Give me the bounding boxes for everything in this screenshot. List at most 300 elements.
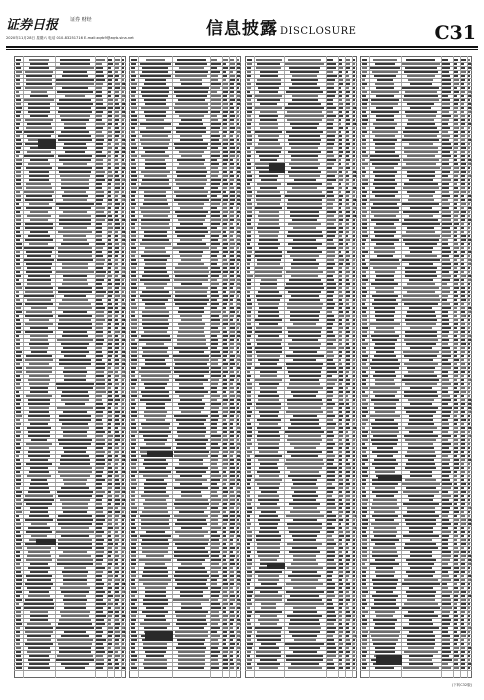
table-cell-text xyxy=(29,411,49,413)
table-cell-text xyxy=(346,263,350,265)
table-cell-text xyxy=(408,79,433,81)
table-cell-text xyxy=(353,331,355,333)
table-cell-text xyxy=(223,199,228,201)
table-cell-text xyxy=(122,283,124,285)
table-cell-text xyxy=(30,563,49,565)
table-cell-text xyxy=(408,119,434,121)
table-cell-text xyxy=(237,123,239,125)
table-cell-text xyxy=(290,379,319,381)
table-cell-text xyxy=(454,515,457,517)
table-cell-text xyxy=(122,119,124,121)
table-cell-text xyxy=(370,263,399,265)
table-cell-text xyxy=(339,547,343,549)
table-cell-text xyxy=(461,303,464,305)
table-cell-text xyxy=(30,95,48,97)
table-merged-cell xyxy=(147,451,173,457)
table-cell-text xyxy=(96,259,105,261)
table-cell-text xyxy=(96,159,103,161)
table-cell-text xyxy=(16,363,20,365)
table-cell-text xyxy=(461,495,464,497)
table-cell-text xyxy=(108,251,112,253)
table-cell-text xyxy=(339,187,343,189)
table-cell-text xyxy=(461,643,464,645)
table-cell-text xyxy=(362,291,367,293)
table-cell-text xyxy=(180,207,203,209)
table-cell-text xyxy=(237,355,239,357)
table-cell-text xyxy=(223,203,227,205)
table-cell-text xyxy=(26,183,51,185)
table-cell-text xyxy=(115,207,119,209)
table-cell-text xyxy=(60,587,90,589)
table-cell-text xyxy=(96,435,103,437)
table-cell-text xyxy=(174,575,209,577)
table-cell-text xyxy=(30,327,48,329)
table-cell-text xyxy=(353,203,355,205)
table-cell-text xyxy=(122,615,125,617)
table-cell-text xyxy=(454,103,458,105)
table-cell-text xyxy=(237,647,239,649)
table-cell-text xyxy=(442,615,449,617)
table-cell-text xyxy=(468,515,470,517)
table-cell-text xyxy=(286,271,323,273)
table-cell-text xyxy=(30,423,48,425)
table-cell-text xyxy=(96,295,104,297)
table-cell-text xyxy=(461,639,464,641)
table-cell-text xyxy=(96,607,103,609)
table-cell-text xyxy=(230,287,233,289)
table-cell-text xyxy=(28,595,49,597)
table-cell-text xyxy=(61,615,89,617)
table-cell-text xyxy=(57,491,94,493)
table-cell-text xyxy=(362,475,368,477)
table-cell-text xyxy=(108,355,112,357)
table-cell-text xyxy=(339,211,343,213)
table-cell-text xyxy=(62,195,88,197)
table-cell-text xyxy=(454,239,457,241)
table-cell-text xyxy=(131,131,135,133)
table-cell-text xyxy=(230,583,234,585)
table-cell-text xyxy=(454,583,457,585)
table-cell-text xyxy=(230,383,233,385)
table-cell-text xyxy=(410,207,432,209)
table-cell-text xyxy=(403,239,439,241)
table-cell-text xyxy=(461,531,465,533)
table-cell-text xyxy=(223,619,226,621)
table-cell-text xyxy=(122,591,125,593)
table-cell-text xyxy=(461,615,464,617)
table-cell-text xyxy=(144,627,167,629)
table-cell-text xyxy=(143,643,167,645)
table-cell-text xyxy=(230,311,235,313)
table-cell-text xyxy=(346,111,350,113)
table-cell-text xyxy=(237,475,239,477)
table-cell-text xyxy=(26,83,52,85)
table-cell-text xyxy=(59,443,90,445)
table-cell-text xyxy=(141,379,169,381)
table-cell-text xyxy=(247,479,252,481)
table-cell-text xyxy=(122,275,125,277)
table-cell-text xyxy=(362,487,366,489)
table-cell-text xyxy=(327,563,336,565)
table-cell-text xyxy=(115,339,119,341)
table-cell-text xyxy=(96,303,103,305)
table-cell-text xyxy=(61,399,89,401)
table-cell-text xyxy=(288,475,321,477)
table-cell-text xyxy=(353,227,355,229)
table-cell-text xyxy=(327,527,335,529)
table-cell-text xyxy=(25,287,53,289)
table-cell-text xyxy=(286,131,323,133)
table-cell-text xyxy=(327,435,334,437)
table-cell-text xyxy=(286,459,323,461)
table-cell-text xyxy=(115,151,119,153)
table-cell-text xyxy=(223,495,227,497)
table-cell-text xyxy=(230,59,233,61)
table-cell-text xyxy=(327,611,335,613)
table-cell-text xyxy=(247,435,253,437)
table-cell-text xyxy=(131,619,136,621)
table-cell-text xyxy=(211,207,217,209)
table-cell-text xyxy=(353,251,356,253)
table-cell-text xyxy=(146,655,164,657)
table-cell-text xyxy=(16,451,20,453)
table-cell-text xyxy=(25,199,54,201)
table-cell-text xyxy=(362,255,365,257)
table-merged-cell xyxy=(267,563,285,569)
table-cell-text xyxy=(247,311,251,313)
table-cell-text xyxy=(175,479,207,481)
table-cell-text xyxy=(96,135,104,137)
table-cell-text xyxy=(230,507,234,509)
table-cell-text xyxy=(211,295,219,297)
table-cell-text xyxy=(339,423,342,425)
table-cell-text xyxy=(115,103,119,105)
table-cell-text xyxy=(108,423,111,425)
table-cell-text xyxy=(339,271,342,273)
table-cell-text xyxy=(115,279,120,281)
table-cell-text xyxy=(108,95,111,97)
table-cell-text xyxy=(468,99,471,101)
table-cell-text xyxy=(122,607,124,609)
table-cell-text xyxy=(247,499,252,501)
table-cell-text xyxy=(31,523,48,525)
table-cell-text xyxy=(223,247,227,249)
table-cell-text xyxy=(230,547,234,549)
table-cell-text xyxy=(454,207,458,209)
table-cell-text xyxy=(108,371,113,373)
table-cell-text xyxy=(339,439,342,441)
table-cell-text xyxy=(405,267,437,269)
table-cell-text xyxy=(223,567,227,569)
table-cell-text xyxy=(61,635,89,637)
table-cell-text xyxy=(131,543,135,545)
table-cell-text xyxy=(108,155,111,157)
table-cell-text xyxy=(327,619,336,621)
table-cell-text xyxy=(122,631,125,633)
table-cell-text xyxy=(362,543,367,545)
table-cell-text xyxy=(362,551,367,553)
table-cell-text xyxy=(115,183,120,185)
table-cell-text xyxy=(96,451,105,453)
table-cell-text xyxy=(454,591,459,593)
table-cell-text xyxy=(115,663,119,665)
table-cell-text xyxy=(230,347,234,349)
table-cell-text xyxy=(353,347,356,349)
table-cell-text xyxy=(223,275,227,277)
table-cell-text xyxy=(58,439,93,441)
table-cell-text xyxy=(353,291,355,293)
table-cell-text xyxy=(223,523,227,525)
table-cell-text xyxy=(115,583,119,585)
table-cell-text xyxy=(211,203,220,205)
table-cell-text xyxy=(96,511,103,513)
table-cell-text xyxy=(407,155,435,157)
table-cell-text xyxy=(454,91,459,93)
table-cell-text xyxy=(409,631,433,633)
table-cell-text xyxy=(353,403,355,405)
table-cell-text xyxy=(29,67,49,69)
table-cell-text xyxy=(122,435,124,437)
table-cell-text xyxy=(131,607,137,609)
table-cell-text xyxy=(372,359,397,361)
table-cell-text xyxy=(223,627,227,629)
table-cell-text xyxy=(230,155,234,157)
table-row xyxy=(129,666,241,671)
table-cell-text xyxy=(362,303,365,305)
table-cell-text xyxy=(16,83,20,85)
table-cell-text xyxy=(442,575,449,577)
table-cell-text xyxy=(353,651,356,653)
table-cell-text xyxy=(339,235,342,237)
table-cell-text xyxy=(108,363,112,365)
table-cell-text xyxy=(461,271,465,273)
table-cell-text xyxy=(122,67,124,69)
table-cell-text xyxy=(237,147,239,149)
table-cell-text xyxy=(26,311,53,313)
table-cell-text xyxy=(122,647,125,649)
table-cell-text xyxy=(293,259,316,261)
table-cell-text xyxy=(287,387,323,389)
table-cell-text xyxy=(468,91,471,93)
table-cell-text xyxy=(247,75,252,77)
table-cell-text xyxy=(454,443,458,445)
table-cell-text xyxy=(257,483,279,485)
table-cell-text xyxy=(108,359,111,361)
table-cell-text xyxy=(59,651,91,653)
table-cell-text xyxy=(96,427,103,429)
table-cell-text xyxy=(454,351,457,353)
table-cell-text xyxy=(237,487,239,489)
table-cell-text xyxy=(16,99,21,101)
table-cell-text xyxy=(211,343,218,345)
table-cell-text xyxy=(327,343,334,345)
table-cell-text xyxy=(115,619,119,621)
logo-wordmark: 证券日报 xyxy=(6,18,59,33)
table-cell-text xyxy=(339,175,344,177)
table-cell-text xyxy=(454,559,458,561)
table-cell-text xyxy=(61,395,89,397)
table-cell-text xyxy=(131,535,136,537)
table-cell-text xyxy=(180,595,203,597)
table-cell-text xyxy=(230,319,233,321)
table-cell-text xyxy=(362,447,367,449)
table-cell-text xyxy=(409,419,433,421)
table-cell-text xyxy=(375,383,396,385)
table-cell-text xyxy=(211,511,220,513)
table-cell-text xyxy=(131,303,135,305)
table-cell-text xyxy=(259,211,279,213)
table-cell-text xyxy=(24,99,53,101)
table-cell-text xyxy=(339,431,343,433)
table-cell-text xyxy=(237,587,239,589)
table-cell-text xyxy=(407,507,435,509)
table-cell-text xyxy=(237,455,239,457)
table-cell-text xyxy=(289,647,320,649)
table-cell-text xyxy=(122,543,124,545)
table-cell-text xyxy=(63,551,87,553)
table-cell-text xyxy=(63,163,86,165)
table-cell-text xyxy=(223,163,226,165)
table-cell-text xyxy=(177,235,205,237)
table-cell-text xyxy=(339,191,342,193)
table-cell-text xyxy=(122,495,124,497)
table-cell-text xyxy=(353,559,355,561)
table-cell-text xyxy=(461,59,466,61)
table-cell-text xyxy=(96,315,104,317)
table-cell-text xyxy=(211,591,219,593)
table-cell-text xyxy=(247,171,251,173)
table-cell-text xyxy=(327,99,334,101)
table-cell-text xyxy=(339,639,343,641)
table-cell-text xyxy=(327,219,337,221)
table-cell-text xyxy=(30,339,47,341)
table-cell-text xyxy=(346,523,350,525)
table-cell-text xyxy=(371,607,400,609)
table-cell-text xyxy=(339,319,342,321)
table-cell-text xyxy=(178,435,205,437)
table-cell-text xyxy=(131,295,136,297)
table-cell-text xyxy=(454,447,458,449)
table-cell-text xyxy=(16,103,21,105)
table-cell-text xyxy=(409,415,434,417)
table-cell-text xyxy=(442,519,449,521)
table-cell-text xyxy=(115,59,120,61)
table-cell-text xyxy=(115,479,119,481)
table-cell-text xyxy=(346,575,349,577)
table-cell-text xyxy=(27,135,52,137)
table-cell-text xyxy=(339,115,343,117)
table-cell-text xyxy=(230,231,233,233)
table-cell-text xyxy=(327,355,334,357)
table-cell-text xyxy=(30,507,48,509)
table-cell-text xyxy=(353,439,356,441)
table-cell-text xyxy=(96,91,102,93)
table-cell-text xyxy=(223,171,227,173)
table-cell-text xyxy=(362,75,366,77)
table-cell-text xyxy=(377,79,394,81)
table-cell-text xyxy=(353,643,356,645)
table-cell-text xyxy=(247,399,251,401)
table-cell-text xyxy=(131,391,136,393)
table-cell-text xyxy=(230,103,233,105)
table-cell-text xyxy=(442,619,451,621)
table-cell-text xyxy=(223,103,228,105)
table-cell-text xyxy=(26,79,53,81)
table-cell-text xyxy=(174,367,209,369)
table-cell-text xyxy=(339,479,344,481)
table-cell-text xyxy=(211,327,218,329)
table-cell-text xyxy=(461,515,465,517)
table-cell-text xyxy=(376,567,393,569)
table-cell-text xyxy=(288,171,321,173)
table-cell-text xyxy=(362,215,366,217)
table-cell-text xyxy=(122,639,124,641)
table-cell-text xyxy=(223,123,227,125)
table-cell-text xyxy=(108,99,113,101)
table-cell-text xyxy=(339,631,344,633)
table-cell-text xyxy=(26,167,52,169)
table-cell-text xyxy=(96,183,102,185)
table-cell-text xyxy=(339,451,342,453)
table-cell-text xyxy=(407,639,435,641)
table-cell-text xyxy=(339,559,343,561)
table-cell-text xyxy=(16,591,22,593)
table-cell-text xyxy=(115,319,118,321)
table-cell-text xyxy=(405,335,437,337)
table-cell-text xyxy=(131,291,136,293)
table-cell-text xyxy=(108,379,111,381)
table-cell-text xyxy=(461,191,466,193)
table-cell-text xyxy=(139,559,171,561)
table-cell-text xyxy=(468,119,470,121)
table-cell-text xyxy=(115,655,120,657)
table-cell-text xyxy=(223,487,227,489)
table-cell-text xyxy=(223,111,228,113)
table-cell-text xyxy=(461,103,464,105)
table-cell-text xyxy=(96,519,105,521)
table-cell-text xyxy=(108,567,111,569)
table-cell-text xyxy=(142,135,168,137)
table-cell-text xyxy=(259,123,278,125)
table-cell-text xyxy=(115,211,118,213)
table-cell-text xyxy=(16,159,22,161)
table-cell-text xyxy=(247,179,253,181)
table-cell-text xyxy=(346,79,350,81)
table-cell-text xyxy=(223,223,227,225)
table-cell-text xyxy=(64,127,85,129)
table-cell-text xyxy=(237,447,239,449)
table-cell-text xyxy=(223,483,226,485)
table-cell-text xyxy=(108,327,111,329)
table-cell-text xyxy=(237,223,239,225)
table-cell-text xyxy=(230,655,233,657)
table-cell-text xyxy=(468,507,471,509)
table-cell-text xyxy=(131,59,136,61)
table-cell-text xyxy=(115,375,119,377)
table-cell-text xyxy=(96,275,105,277)
table-cell-text xyxy=(442,583,448,585)
table-cell-text xyxy=(339,199,342,201)
table-cell-text xyxy=(346,151,350,153)
table-cell-text xyxy=(346,287,350,289)
table-cell-text xyxy=(442,119,449,121)
table-cell-text xyxy=(115,387,118,389)
table-cell-text xyxy=(339,435,344,437)
table-cell-text xyxy=(362,571,367,573)
table-cell-text xyxy=(16,79,20,81)
table-cell-text xyxy=(175,507,207,509)
table-cell-text xyxy=(454,331,458,333)
